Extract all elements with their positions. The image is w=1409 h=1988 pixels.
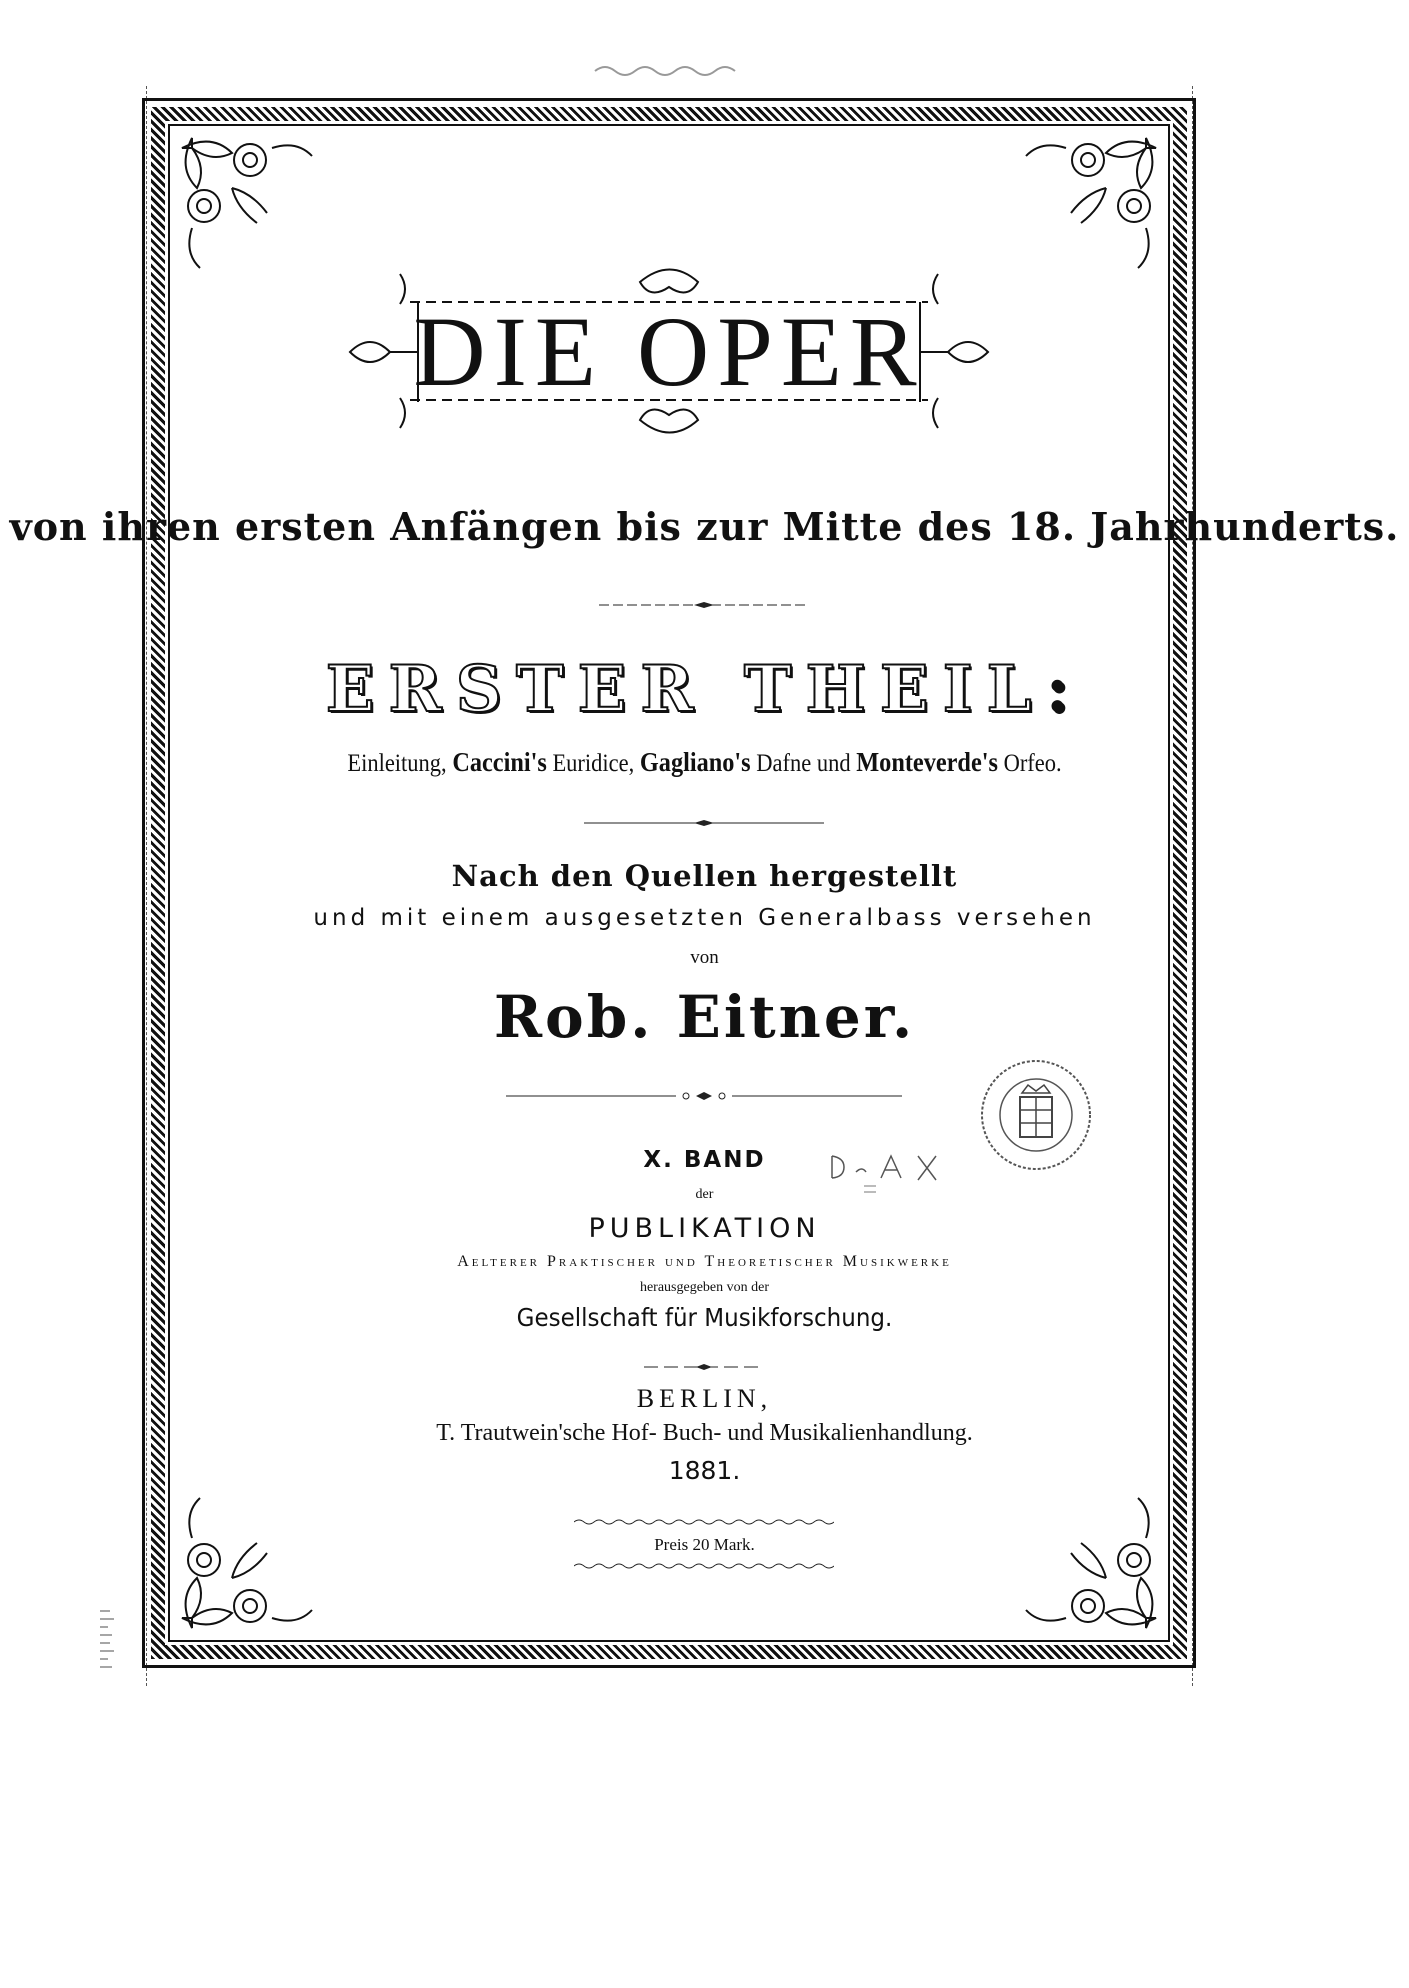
editorial-line-1: Nach den Quellen hergestellt [451, 859, 958, 893]
separator-rule [506, 1090, 902, 1102]
corner-ornament-bottom-left [172, 1488, 322, 1638]
volume-der: der [695, 1187, 714, 1202]
imprint-city: BERLIN, [636, 1384, 773, 1413]
separator-rule [584, 818, 824, 828]
composer-monteverde: Monteverde's [856, 747, 998, 777]
handwritten-shelfmark [826, 1148, 956, 1196]
society-name: Gesellschaft für Musikforschung. [516, 1303, 893, 1332]
separator-rule [599, 600, 809, 610]
part-heading [0, 652, 1409, 727]
composer-caccini: Caccini's [452, 747, 547, 777]
composer-gagliano: Gagliano's [639, 747, 751, 777]
contents-intro: Einleitung, [347, 750, 453, 777]
contents-line [70, 747, 1338, 778]
editorial-line-3: von [690, 947, 719, 968]
page-title: DIE OPER [413, 296, 925, 407]
editorial-line-2: und mit einem ausgesetzten Generalbass versehen [313, 905, 1096, 931]
corner-ornament-bottom-right [1016, 1488, 1166, 1638]
series-title: Aelterer Praktischer und Theoretischer Musikwerke [457, 1253, 952, 1270]
corner-ornament-top-left [172, 128, 322, 278]
price-wavy-rule-bottom [574, 1562, 834, 1570]
separator-rule [644, 1362, 764, 1372]
work-dafne: Dafne und [750, 750, 857, 777]
part-colon: : [1045, 652, 1084, 727]
subtitle: von ihren ersten Anfängen bis zur Mitte des 18. Jahrhunderts. [9, 504, 1400, 549]
margin-stamp [92, 1605, 132, 1675]
title-cartouche [400, 262, 938, 440]
corner-ornament-top-right [1016, 128, 1166, 278]
publikation-heading: PUBLIKATION [588, 1213, 821, 1244]
imprint-publisher: T. Trautwein'sche Hof- Buch- und Musikalienhandlung. [436, 1420, 973, 1446]
work-euridice: Euridice, [546, 750, 640, 777]
volume-band: X. BAND [643, 1147, 766, 1173]
price-wavy-rule-top [574, 1518, 834, 1526]
part-label: ERSTER THEIL [325, 652, 1046, 727]
work-orfeo: Orfeo. [997, 750, 1062, 777]
price: Preis 20 Mark. [654, 1535, 755, 1554]
library-stamp [976, 1055, 1096, 1175]
imprint-year: 1881. [668, 1456, 741, 1485]
top-stamp-mark [590, 62, 740, 80]
herausgegeben-line: herausgegeben von der [639, 1280, 770, 1295]
author-name: Rob. Eitner. [493, 983, 916, 1051]
